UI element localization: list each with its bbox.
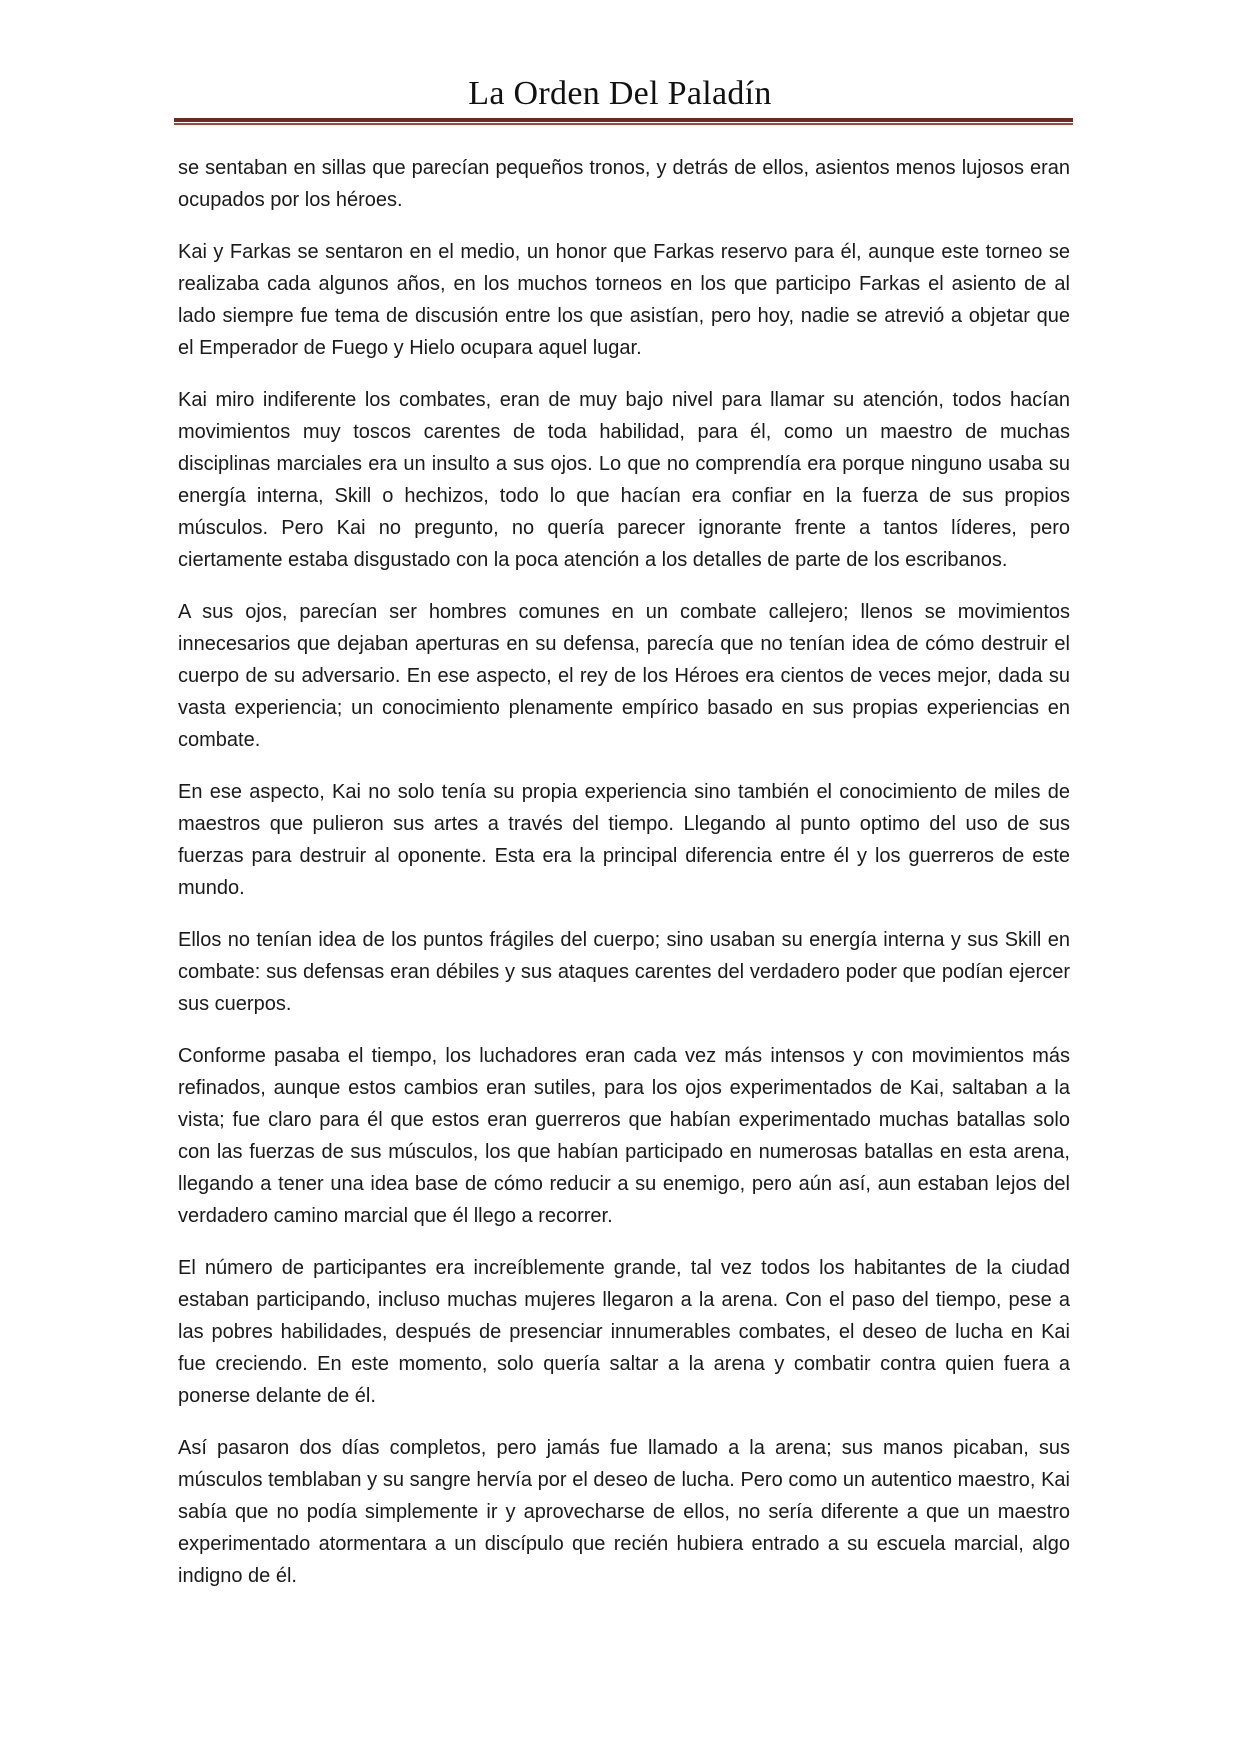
paragraph: A sus ojos, parecían ser hombres comunes en un combate callejero; llenos se movimientos innecesarios que dejaban aperturas en su defensa, parecía que no tenían idea de cómo destruir el cuerpo de su adversario. En ese aspecto, el rey de los Héroes era cientos de veces mejor, dada su vasta experiencia; un conocimiento plenamente empírico basado en sus propias experiencias en combate. <box>178 601 1070 751</box>
paragraph: Conforme pasaba el tiempo, los luchadores eran cada vez más intensos y con movimientos más refinados, aunque estos cambios eran sutiles, para los ojos experimentados de Kai, saltaban a la vista; fue claro para él que estos eran guerreros que habían experimentado muchas batallas solo con las fuerzas de sus músculos, los que habían participado en numerosas batallas en esta arena, llegando a tener una idea base de cómo reducir a su enemigo, pero aún así, aun estaban lejos del verdadero camino marcial que él llego a recorrer. <box>178 1045 1070 1227</box>
paragraph: Ellos no tenían idea de los puntos frágiles del cuerpo; sino usaban su energía interna y sus Skill en combate: sus defensas eran débiles y sus ataques carentes del verdadero poder que podían ejercer sus cuerpos. <box>178 929 1070 1015</box>
header-rule-thick <box>174 118 1073 122</box>
paragraph: Kai miro indiferente los combates, eran de muy bajo nivel para llamar su atención, todos hacían movimientos muy toscos carentes de toda habilidad, para él, como un maestro de muchas disciplinas marciales era un insulto a sus ojos. Lo que no comprendía era porque ninguno usaba su energía interna, Skill o hechizos, todo lo que hacían era confiar en la fuerza de sus propios músculos. Pero Kai no pregunto, no quería parecer ignorante frente a tantos líderes, pero ciertamente estaba disgustado con la poca atención a los detalles de parte de los escribanos. <box>178 389 1070 571</box>
page-header <box>0 74 1240 114</box>
paragraph: Kai y Farkas se sentaron en el medio, un honor que Farkas reservo para él, aunque este torneo se realizaba cada algunos años, en los muchos torneos en los que participo Farkas el asiento de al lado siempre fue tema de discusión entre los que asistían, pero hoy, nadie se atrevió a objetar que el Emperador de Fuego y Hielo ocupara aquel lugar. <box>178 241 1070 359</box>
document-body <box>178 152 1070 1612</box>
paragraph: se sentaban en sillas que parecían pequeños tronos, y detrás de ellos, asientos menos lujosos eran ocupados por los héroes. <box>178 157 1070 211</box>
paragraph: En ese aspecto, Kai no solo tenía su propia experiencia sino también el conocimiento de miles de maestros que pulieron sus artes a través del tiempo. Llegando al punto optimo del uso de sus fuerzas para destruir al oponente. Esta era la principal diferencia entre él y los guerreros de este mundo. <box>178 781 1070 899</box>
paragraph: Así pasaron dos días completos, pero jamás fue llamado a la arena; sus manos picaban, sus músculos temblaban y su sangre hervía por el deseo de lucha. Pero como un autentico maestro, Kai sabía que no podía simplemente ir y aprovecharse de ellos, no sería diferente a que un maestro experimentado atormentara a un discípulo que recién hubiera entrado a su escuela marcial, algo indigno de él. <box>178 1437 1070 1587</box>
page-title: La Orden Del Paladín <box>468 75 772 112</box>
header-rule <box>174 118 1073 125</box>
paragraph: El número de participantes era increíblemente grande, tal vez todos los habitantes de la ciudad estaban participando, incluso muchas mujeres llegaron a la arena. Con el paso del tiempo, pese a las pobres habilidades, después de presenciar innumerables combates, el deseo de lucha en Kai fue creciendo. En este momento, solo quería saltar a la arena y combatir contra quien fuera a ponerse delante de él. <box>178 1257 1070 1407</box>
header-rule-thin <box>174 123 1073 125</box>
